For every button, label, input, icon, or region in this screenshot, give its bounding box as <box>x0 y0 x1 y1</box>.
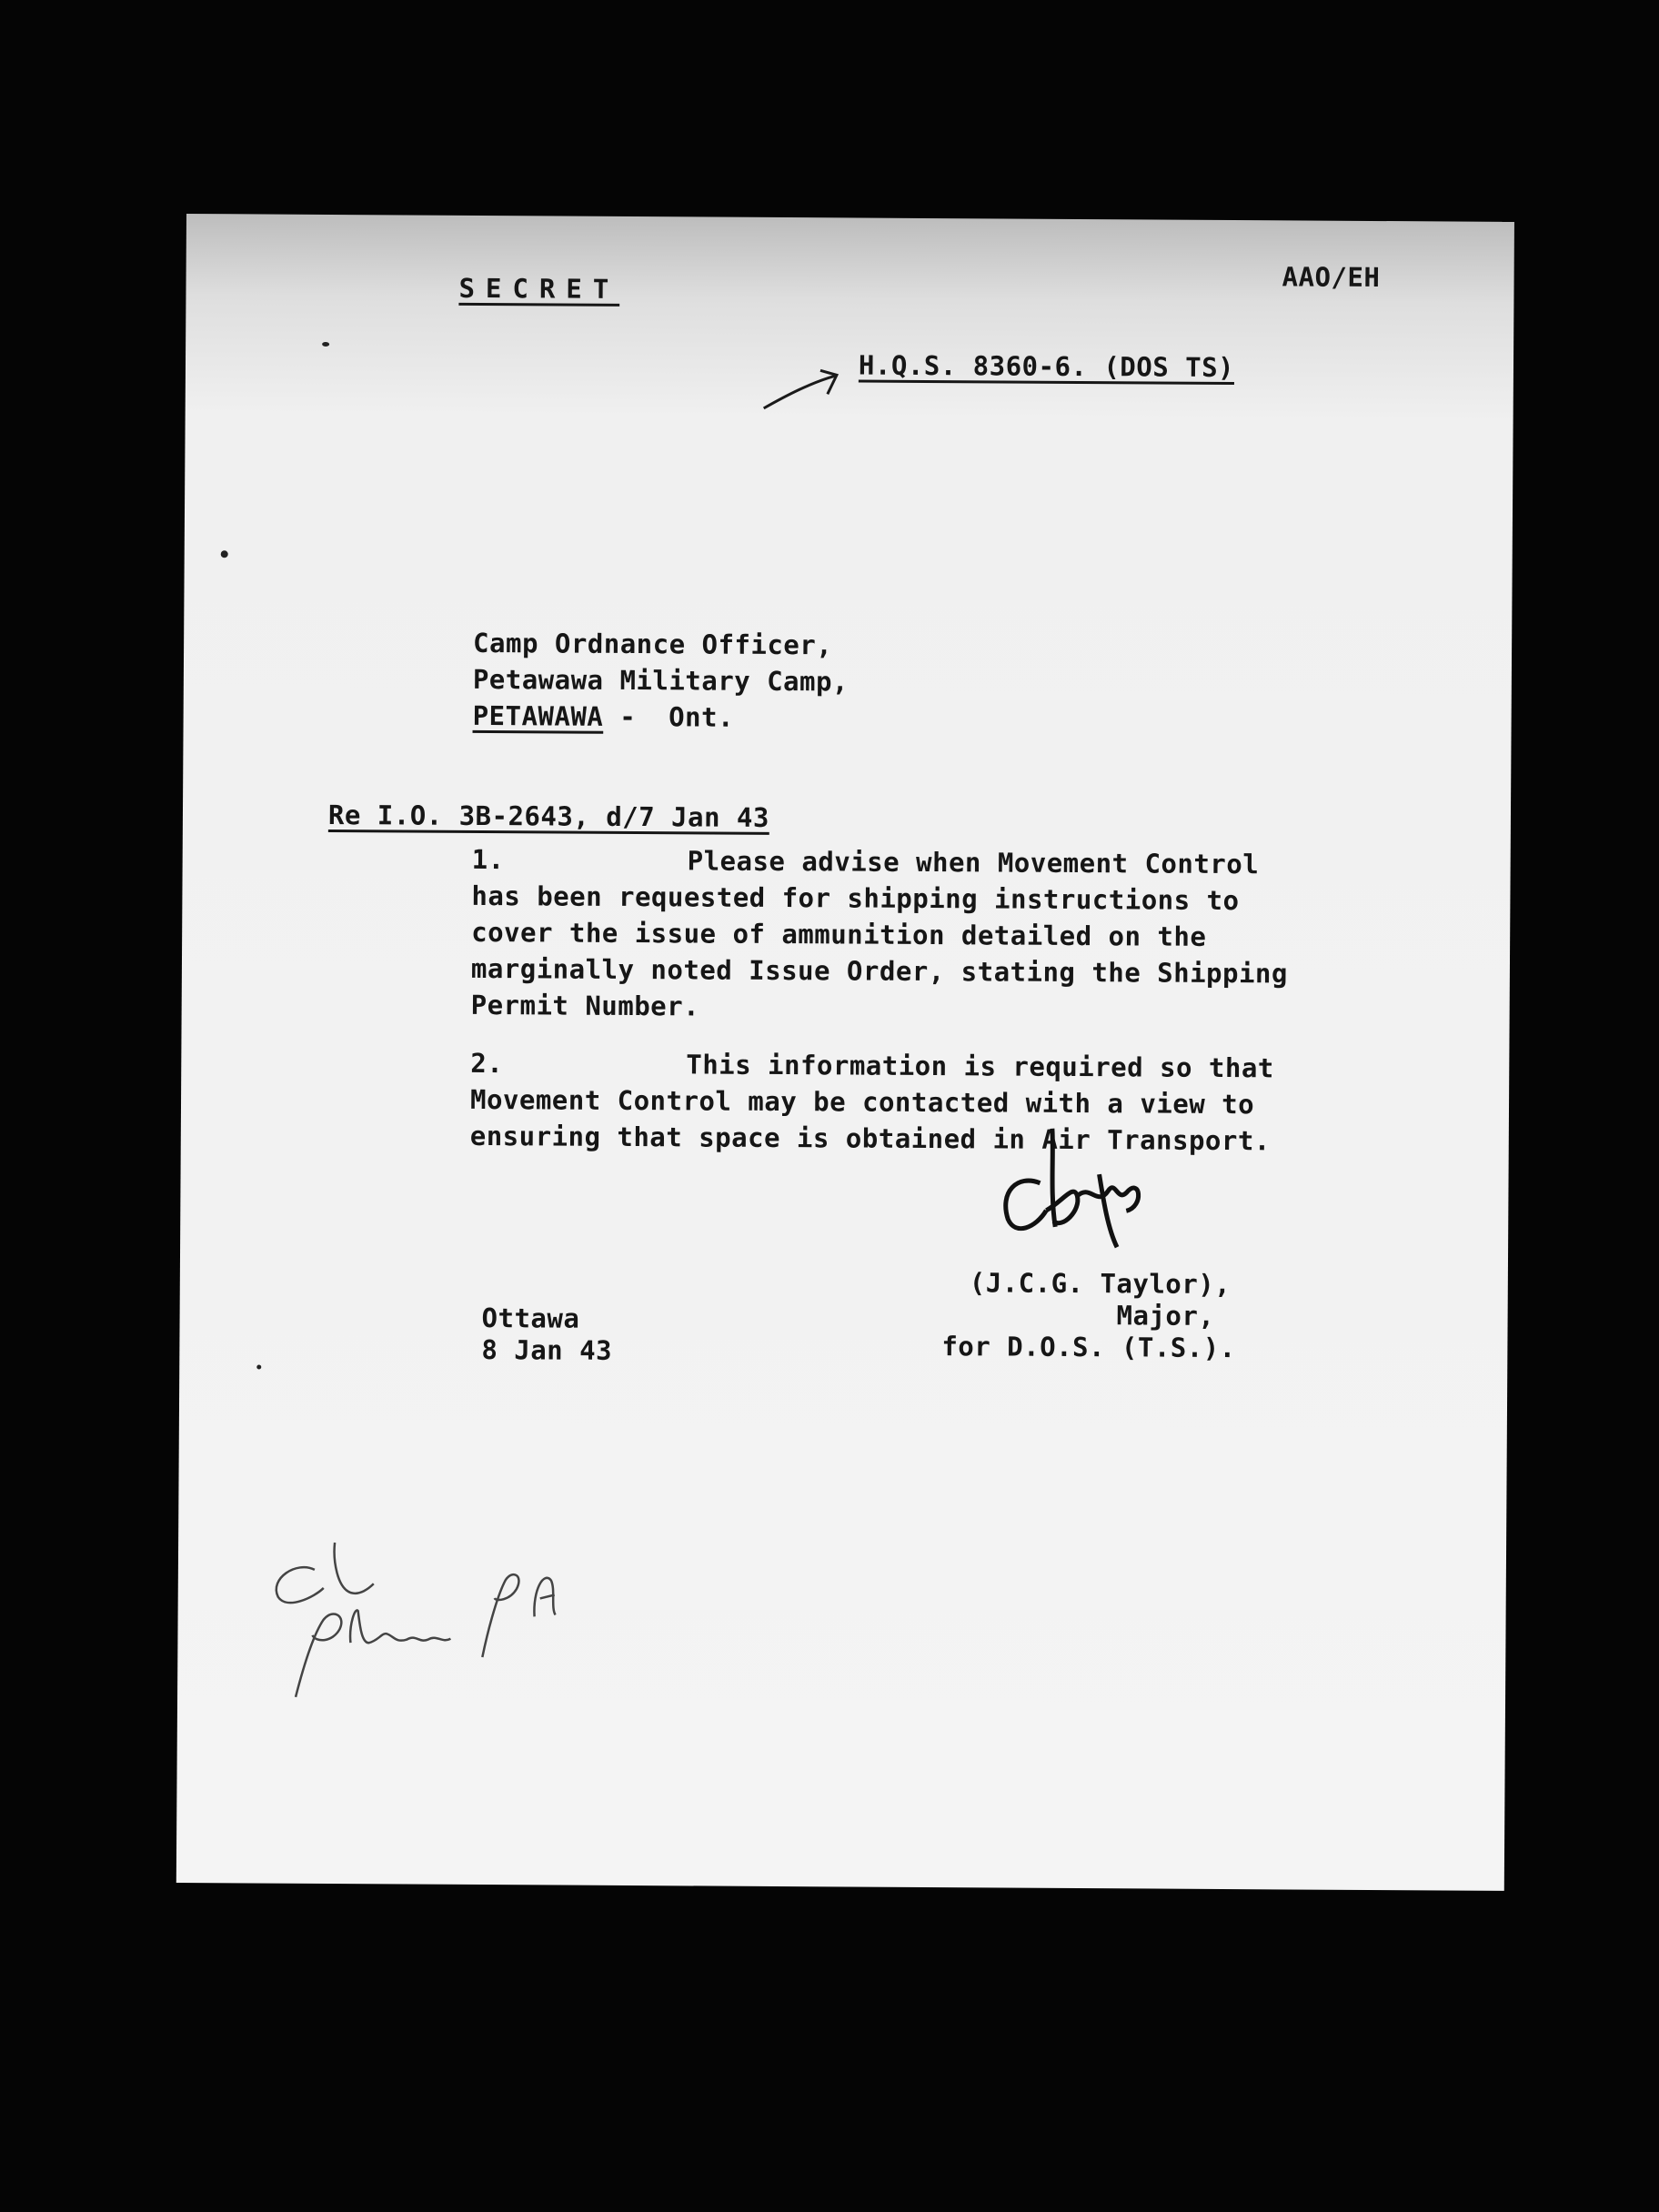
paragraph-line: Movement Control may be contacted with a view to <box>469 1083 1255 1121</box>
handwritten-note <box>250 1505 615 1725</box>
addressee-place: PETAWAWA <box>472 699 604 732</box>
paragraph-number: 1. <box>471 843 505 876</box>
handwritten-arrow <box>760 363 851 418</box>
paragraph-line: This information is required so that <box>686 1049 1274 1084</box>
signatory-rank: Major, <box>1116 1300 1215 1332</box>
addressee-line <box>473 698 735 736</box>
signatory-for-line: for D.O.S. (T.S.). <box>941 1331 1236 1364</box>
initials-reference: AAO/EH <box>1282 261 1381 294</box>
paragraph-line: has been requested for shipping instructions to <box>471 880 1240 917</box>
addressee-line: Petawawa Military Camp, <box>472 663 850 698</box>
addressee-province: - Ont. <box>603 700 735 733</box>
paragraph-line: ensuring that space is obtained in Air Transport. <box>469 1120 1271 1157</box>
subject-line: Re I.O. 3B-2643, d/7 Jan 43 <box>327 799 769 833</box>
file-reference: H.Q.S. 8360-6. (DOS TS) <box>858 349 1235 384</box>
paragraph-line: Permit Number. <box>470 989 700 1022</box>
paragraph-number: 2. <box>470 1047 504 1080</box>
speck <box>221 550 228 558</box>
addressee-line: Camp Ordnance Officer, <box>473 627 833 661</box>
speck <box>322 342 329 347</box>
paragraph-line: Please advise when Movement Control <box>687 845 1260 880</box>
place: Ottawa <box>481 1302 580 1334</box>
paragraph-line: marginally noted Issue Order, stating the Shipping <box>470 952 1289 990</box>
speck <box>256 1364 261 1369</box>
signature-initials <box>990 1119 1172 1256</box>
signatory-name: (J.C.G. Taylor), <box>969 1267 1232 1301</box>
paragraph-line: cover the issue of ammunition detailed on the <box>471 916 1207 952</box>
classification-marking: SECRET <box>458 272 620 305</box>
document-page <box>176 214 1514 1891</box>
date: 8 Jan 43 <box>481 1334 613 1366</box>
